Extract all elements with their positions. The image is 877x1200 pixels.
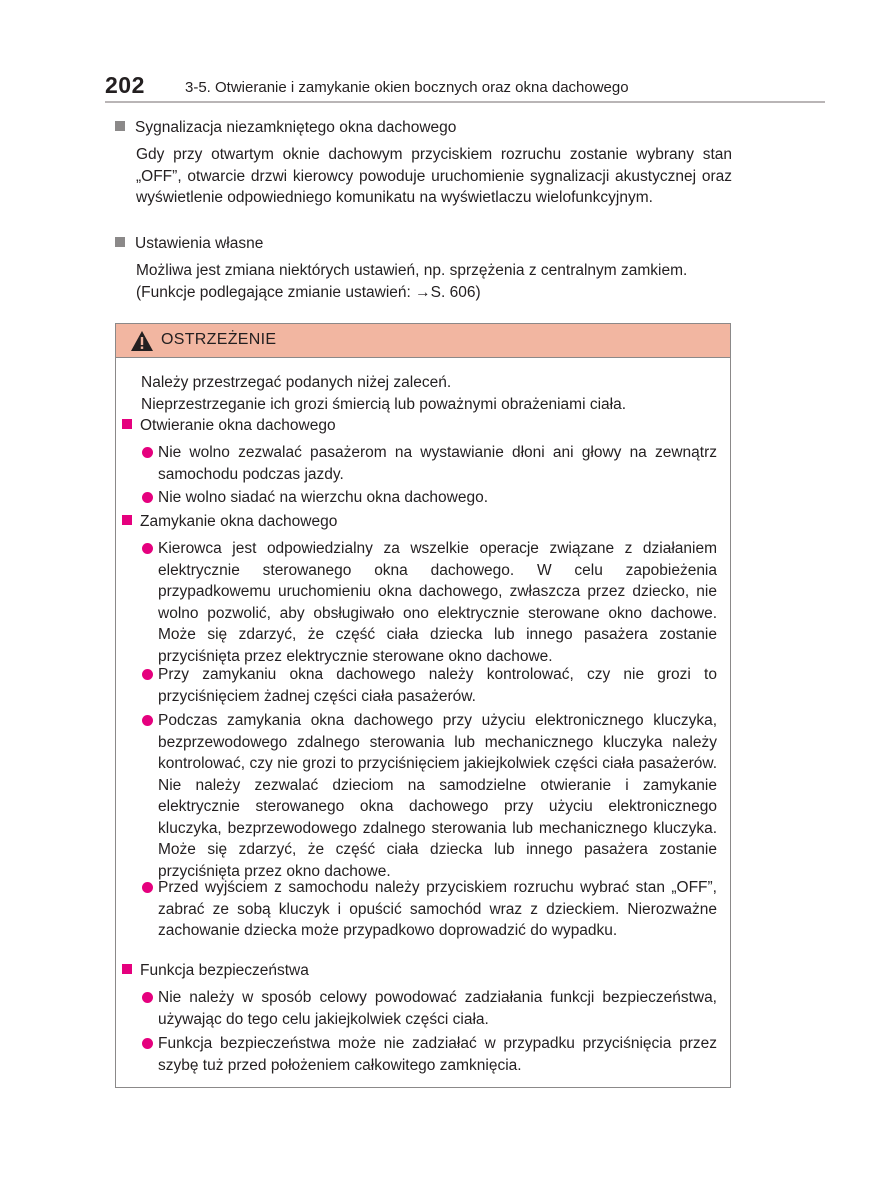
bullet-dot-icon <box>142 715 153 726</box>
section-text-custom-settings: Możliwa jest zmiana niektórych ustawień, np. sprzężenia z centralnym zamkiem. (Funkcje podlegające zmianie ustawień: →S. 606) <box>136 262 688 301</box>
list-item: Kierowca jest odpowiedzialny za wszelkie operacje związane z działaniem elektrycznie sterowanego okna dachowego. W celu zapobieżenia przypadkowemu uruchomieniu okna dachowego, zwłaszcza przez dziecko, nie wolno pozwolić, aby obsługiwało ono elektrycznie sterowane okno dachowe. Może się zdarzyć, że część ciała dziecka lub innego pasażera zostanie przyciśnięta przez elektrycznie sterowane okno dachowe. <box>142 538 717 667</box>
red-square-icon <box>122 419 132 429</box>
warning-intro: Należy przestrzegać podanych niżej zaleceń. Nieprzestrzeganie ich grozi śmiercią lub poważnymi obrażeniami ciała. <box>141 374 627 413</box>
subsection-title-safety-function: Funkcja bezpieczeństwa <box>122 962 309 980</box>
page-number: 202 <box>105 72 145 98</box>
list-item: Przed wyjściem z samochodu należy przyciskiem rozruchu wybrać stan „OFF”, zabrać ze sobą kluczyk i opuścić samochód wraz z dzieckiem. Nierozważne zachowanie dziecka może przypadkowo doprowadzić do wypadku. <box>142 877 717 942</box>
bullet-dot-icon <box>142 992 153 1003</box>
warning-label: OSTRZEŻENIE <box>161 331 277 348</box>
list-item: Nie należy w sposób celowy powodować zadziałania funkcji bezpieczeństwa, używając do tego celu jakiejkolwiek części ciała. <box>142 987 717 1030</box>
bullet-dot-icon <box>142 669 153 680</box>
bullet-dot-icon <box>142 543 153 554</box>
gray-square-icon <box>115 121 125 131</box>
list-item: Funkcja bezpieczeństwa może nie zadziałać w przypadku przyciśnięcia przez szybę tuż przed położeniem całkowitego zamknięcia. <box>142 1033 717 1076</box>
section-title-custom-settings: Ustawienia własne <box>115 235 263 253</box>
page-header <box>105 72 825 102</box>
red-square-icon <box>122 964 132 974</box>
header-rule <box>105 101 825 103</box>
red-square-icon <box>122 515 132 525</box>
chapter-title: 3-5. Otwieranie i zamykanie okien bocznych oraz okna dachowego <box>185 79 629 96</box>
bullet-dot-icon <box>142 1038 153 1049</box>
bullet-dot-icon <box>142 882 153 893</box>
list-item: Podczas zamykania okna dachowego przy użyciu elektronicznego kluczyka, bezprzewodowego zdalnego sterowania lub mechanicznego kluczyka należy kontrolować, czy nie grozi to przyciśnięciem jakiejkolwiek części ciała pasażerów. Nie należy zezwalać dzieciom na samodzielne otwieranie i zamykanie elektrycznie sterowanego okna dachowego przy użyciu elektronicznego kluczyka, bezprzewodowego zdalnego sterowania lub mechanicznego kluczyka. Może się zdarzyć, że część ciała dziecka lub innego pasażera zostanie przyciśnięta przez okno dachowe. <box>142 710 717 882</box>
list-item: Nie wolno zezwalać pasażerom na wystawianie dłoni ani głowy na zewnątrz samochodu podczas jazdy. <box>142 442 717 485</box>
warning-box <box>115 323 731 1088</box>
warning-triangle-icon <box>130 330 154 352</box>
subsection-title-closing: Zamykanie okna dachowego <box>122 513 337 531</box>
bullet-dot-icon <box>142 492 153 503</box>
list-item: Nie wolno siadać na wierzchu okna dachowego. <box>142 487 717 509</box>
list-item: Przy zamykaniu okna dachowego należy kontrolować, czy nie grozi to przyciśnięciem żadnej części ciała pasażerów. <box>142 664 717 707</box>
bullet-dot-icon <box>142 447 153 458</box>
subsection-title-opening: Otwieranie okna dachowego <box>122 417 336 435</box>
warning-header <box>116 324 730 358</box>
gray-square-icon <box>115 237 125 247</box>
section-title-sunroof-signal: Sygnalizacja niezamkniętego okna dachowego <box>115 119 456 137</box>
section-text-sunroof-signal: Gdy przy otwartym oknie dachowym przyciskiem rozruchu zostanie wybrany stan „OFF”, otwarcie drzwi kierowcy powoduje uruchomienie sygnalizacji akustycznej oraz wyświetlenie odpowiedniego komunikatu na wyświetlaczu wielofunkcyjnym. <box>136 146 732 206</box>
